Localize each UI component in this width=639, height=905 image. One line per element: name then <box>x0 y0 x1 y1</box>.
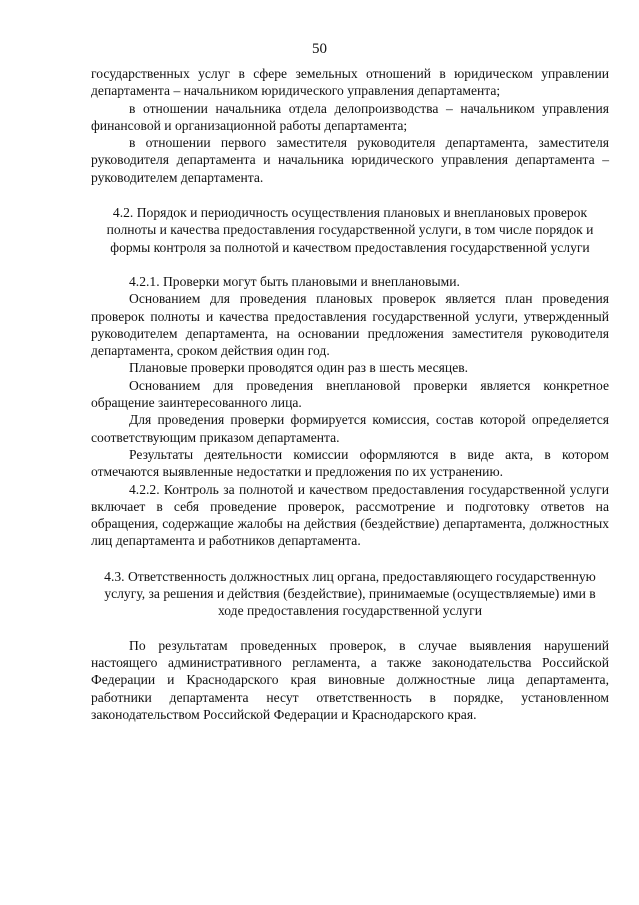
paragraph: Основанием для проведения плановых проверок является план проведения проверок полноты и качества предоставления государственной услуги, утвержденный руководителем департамента, на основании предложения заместителя руководителя департамента, сроком действия один год. <box>91 291 609 359</box>
paragraph: Плановые проверки проводятся один раз в шесть месяцев. <box>129 360 469 376</box>
section-heading-4-3: 4.3. Ответственность должностных лиц органа, предоставляющего государственную услугу, за решения и действия (бездействие), принимаемые (осуществляемые) ими в ходе предоставления государственной услуги <box>104 568 596 619</box>
paragraph: 4.2.1. Проверки могут быть плановыми и внеплановыми. <box>129 273 460 289</box>
paragraph: государственных услуг в сфере земельных отношений в юридическом управлении департамента – начальником юридического управления департамента; <box>91 66 609 99</box>
paragraph: Результаты деятельности комиссии оформляются в виде акта, в котором отмечаются выявленные недостатки и предложения по их устранению. <box>91 446 609 480</box>
paragraph: Для проведения проверки формируется комиссия, состав которой определяется соответствующим приказом департамента. <box>91 412 609 445</box>
document-body <box>91 65 609 723</box>
paragraph: в отношении первого заместителя руководителя департамента, заместителя руководителя департамента и начальника юридического управления департамента – руководителем департамента. <box>91 135 609 185</box>
section-heading-4-2: 4.2. Порядок и периодичность осуществления плановых и внеплановых проверок полноты и качества предоставления государственной услуги, в том числе порядок и формы контроля за полнотой и качеством предоставления государственной услуги <box>106 205 594 255</box>
paragraph: Основанием для проведения внеплановой проверки является конкретное обращение заинтересованного лица. <box>91 377 609 411</box>
paragraph: По результатам проведенных проверок, в случае выявления нарушений настоящего административного регламента, а также законодательства Российской Федерации и Краснодарского края виновные должностные лица департамента, работники департамента несут ответственность в порядке, установленном законодательством Российской Федерации и Краснодарского края. <box>91 637 609 722</box>
paragraph: в отношении начальника отдела делопроизводства – начальником управления финансовой и организационной работы департамента; <box>91 100 609 133</box>
page-number: 50 <box>312 41 327 57</box>
paragraph: 4.2.2. Контроль за полнотой и качеством предоставления государственной услуги включает в себя проведение проверок, рассмотрение и подготовку ответов на обращения, содержащие жалобы на действия (бездействие) департамента, должностных лиц департамента и работников департамента. <box>91 481 609 549</box>
